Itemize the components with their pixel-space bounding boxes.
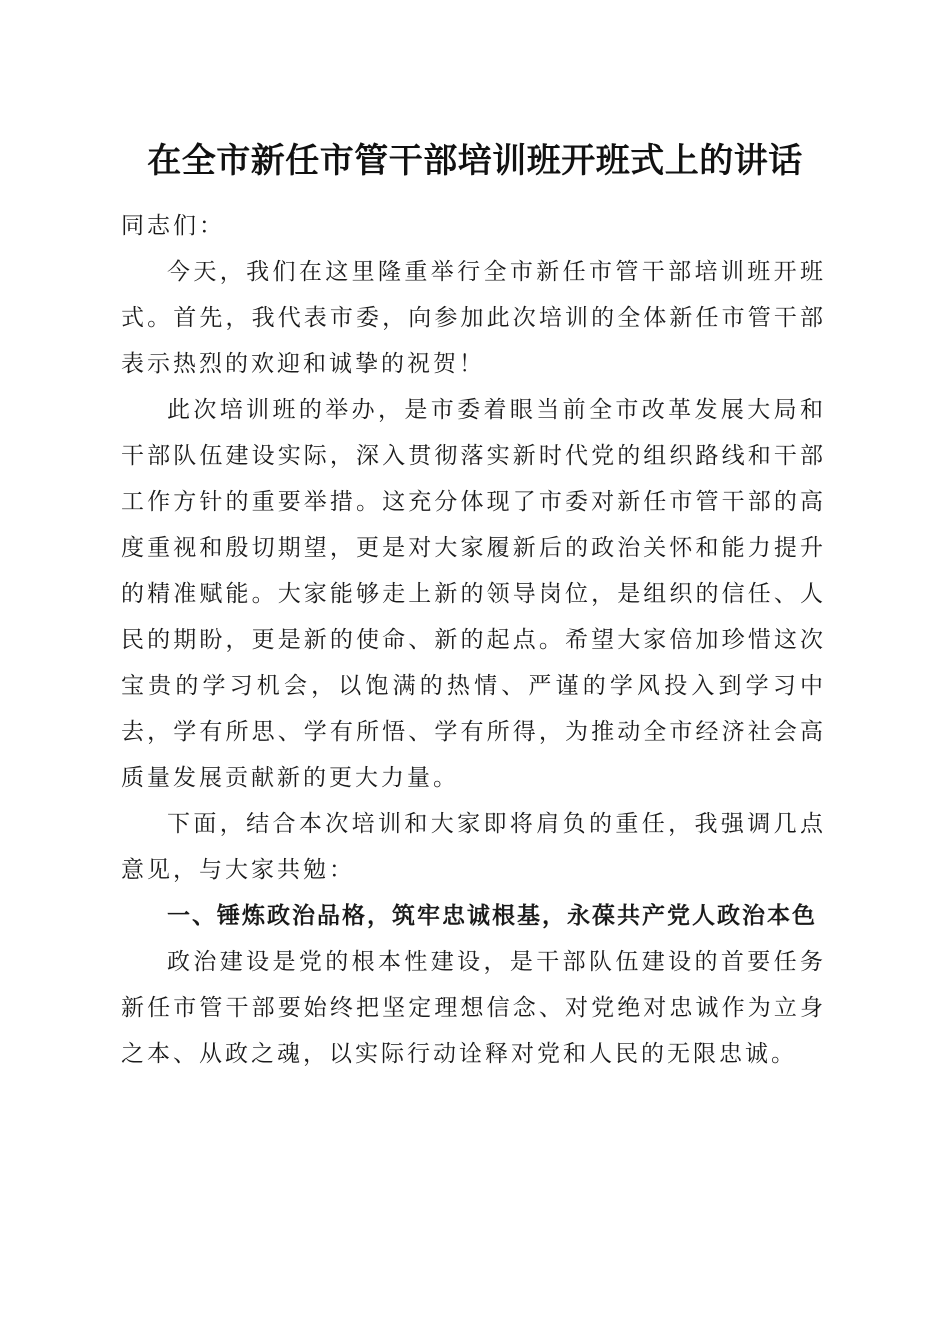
- paragraph-section-1: 政治建设是党的根本性建设，是干部队伍建设的首要任务新任市管干部要始终把坚定理想信念、对党绝对忠诚作为立身之本、从政之魂，以实际行动诠释对党和人民的无限忠诚。: [121, 949, 826, 1067]
- document-title: 在全市新任市管干部培训班开班式上的讲话: [147, 141, 803, 181]
- document-body: [121, 203, 826, 1077]
- paragraph-purpose: 此次培训班的举办，是市委着眼当前全市改革发展大局和干部队伍建设实际，深入贯彻落实新时代党的组织路线和干部工作方针的重要举措。这充分体现了市委对新任市管干部的高度重视和殷切期望，更是对大家履新后的政治关怀和能力提升的精准赋能。大家能够走上新的领导岗位，是组织的信任、人民的期盼，更是新的使命、新的起点。希望大家倍加珍惜这次宝贵的学习机会，以饱满的热情、严谨的学风投入到学习中去，学有所思、学有所悟、学有所得，为推动全市经济社会高质量发展贡献新的更大力量。: [121, 397, 826, 791]
- salutation: 同志们：: [121, 213, 225, 239]
- section-heading-1: 一、锤炼政治品格，筑牢忠诚根基，永葆共产党人政治本色: [167, 903, 817, 929]
- paragraph-transition: 下面，结合本次培训和大家即将肩负的重任，我强调几点意见，与大家共勉：: [121, 811, 826, 883]
- paragraph-opening: 今天，我们在这里隆重举行全市新任市管干部培训班开班式。首先，我代表市委，向参加此次培训的全体新任市管干部表示热烈的欢迎和诚挚的祝贺！: [121, 259, 826, 377]
